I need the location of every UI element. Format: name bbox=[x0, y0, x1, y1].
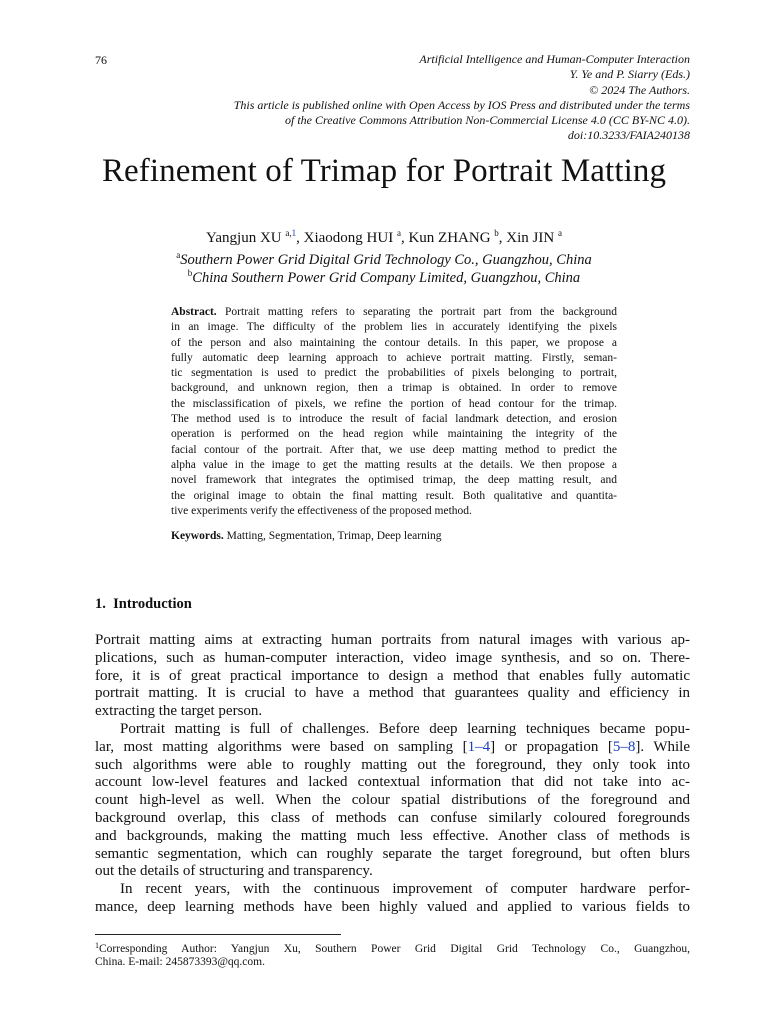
abstract-line: of the person and also maintaining the contour details. In this paper, we propose a bbox=[171, 336, 617, 349]
paper-title: Refinement of Trimap for Portrait Matting bbox=[101, 153, 667, 189]
affiliation-text: China Southern Power Grid Company Limited, Guangzhou, China bbox=[192, 270, 581, 286]
author-name: Xiaodong HUI bbox=[303, 230, 394, 246]
abstract-line: fully automatic deep learning approach to achieve portrait matting. Firstly, seman- bbox=[171, 351, 617, 364]
header-line: Y. Ye and P. Siarry (Eds.) bbox=[569, 67, 690, 82]
abstract-line: the misclassification of pixels, we refine the portion of head contour for the trimap. bbox=[171, 397, 617, 410]
author-name: Kun ZHANG bbox=[408, 230, 491, 246]
body-text bbox=[95, 632, 690, 917]
author-affil-mark: a bbox=[557, 228, 562, 238]
paragraph-line: lar, most matting algorithms were based on sampling [1–4] or propagation [5–8]. While bbox=[95, 738, 691, 755]
abstract-label: Abstract. bbox=[171, 306, 217, 318]
abstract-line: tic segmentation is used to predict the probabilities of pixels belonging to portrait, bbox=[171, 367, 617, 380]
citation-link[interactable]: 1–4 bbox=[467, 738, 491, 755]
paragraph-line: Portrait matting aims at extracting human portraits from natural images with various ap- bbox=[95, 632, 690, 648]
paragraph-line: account low-level features and lacked contextual information that did not take into ac- bbox=[95, 774, 690, 791]
section-heading bbox=[95, 596, 192, 613]
abstract-line: operation is performed on the head region while maintaining the integrity of the bbox=[171, 428, 617, 441]
affiliation bbox=[0, 264, 768, 287]
header-line: This article is published online with Open Access by IOS Press and distributed under the terms bbox=[233, 97, 690, 112]
footnote-mark: 1 bbox=[95, 941, 99, 950]
section-title: Introduction bbox=[113, 596, 192, 612]
footnote bbox=[95, 938, 690, 970]
header-line: © 2024 The Authors. bbox=[589, 82, 690, 97]
page-number: 76 bbox=[95, 53, 107, 67]
footnote-line: $^1$Corresponding Author: Yangjun Xu, Southern Power Grid Digital Grid Technology Co., Guangzhou, bbox=[95, 941, 690, 955]
abstract-line: in an image. The difficulty of the problem lies in accurately identifying the pixels bbox=[171, 321, 617, 334]
header-line: of the Creative Commons Attribution Non-Commercial License 4.0 (CC BY-NC 4.0). bbox=[285, 113, 690, 128]
keywords bbox=[171, 530, 442, 542]
keywords-text: Matting, Segmentation, Trimap, Deep learning bbox=[226, 530, 442, 542]
footnote-line: China. E-mail: 245873393@qq.com. bbox=[95, 956, 265, 968]
affiliation-mark: a bbox=[176, 250, 181, 260]
paragraph-line: plications, such as human-computer interaction, video image synthesis, and so on. There- bbox=[95, 649, 690, 666]
footnote-link[interactable]: 1 bbox=[291, 228, 297, 238]
paragraph-line: In recent years, with the continuous improvement of computer hardware perfor- bbox=[120, 881, 690, 898]
abstract-line: facial contour of the portrait. After that, we use deep matting method to predict the bbox=[171, 443, 617, 456]
footnote-divider bbox=[95, 934, 341, 935]
author-affil-mark: a, bbox=[285, 228, 292, 238]
paragraph-line: and backgrounds, making the matting much less effective. Another class of methods is bbox=[95, 827, 690, 844]
citation-link[interactable]: 5–8 bbox=[612, 738, 636, 755]
journal-header bbox=[90, 52, 690, 144]
paragraph-line: fore, it is of great practical importance to design a method that enables fully automatic bbox=[95, 667, 690, 684]
paragraph-line: extracting the target person. bbox=[95, 703, 263, 720]
author-name: Yangjun XU bbox=[206, 230, 282, 246]
abstract bbox=[171, 305, 617, 519]
paragraph-line: out the details of structuring and transparency. bbox=[95, 863, 373, 880]
header-line: doi:10.3233/FAIA240138 bbox=[567, 128, 690, 143]
header-line: Artificial Intelligence and Human-Computer Interaction bbox=[419, 52, 690, 66]
paragraph-line: count high-level as well. When the colour spatial distributions of the foreground and bbox=[95, 792, 690, 809]
abstract-line: Abstract. Portrait matting refers to separating the portrait part from the background bbox=[171, 306, 617, 318]
abstract-line: tive experiments verify the effectiveness of the proposed method. bbox=[171, 504, 472, 517]
section-number: 1. bbox=[95, 596, 106, 612]
paragraph-line: such algorithms were able to roughly matting out the foreground, they only took into bbox=[95, 756, 690, 773]
author-affil-mark: b bbox=[494, 228, 499, 238]
keywords-label: Keywords. bbox=[171, 530, 224, 542]
abstract-line: alpha value in the image to get the matting results at the details. We then propose a bbox=[171, 458, 617, 471]
author-name: Xin JIN bbox=[506, 230, 555, 246]
abstract-line: The method used is to introduce the result of facial landmark detection, and erosion bbox=[171, 413, 617, 426]
author-affil-mark: a bbox=[396, 228, 401, 238]
author-list: Yangjun XU $^{a,1}$, Xiaodong HUI $^a$, Kun ZHANG $^b$, Xin JIN $^a$ bbox=[206, 228, 562, 246]
affiliation-text: Southern Power Grid Digital Grid Technology Co., Guangzhou, China bbox=[180, 252, 592, 268]
paragraph-line: portrait matting. It is crucial to have a method that guarantees quality and efficiency in bbox=[95, 685, 690, 702]
abstract-line: the original image to obtain the final matting result. Both qualitative and quantita- bbox=[171, 489, 617, 502]
paragraph-line: background overlap, this class of methods can confuse similarly coloured foregrounds bbox=[95, 809, 690, 826]
abstract-line: background, and unknown region, then a trimap is obtained. In order to remove bbox=[171, 382, 617, 395]
paragraph-line: semantic segmentation, which can roughly separate the target foreground, but often blurs bbox=[95, 845, 690, 862]
affiliation-mark: b bbox=[187, 268, 193, 278]
abstract-line: novel framework that integrates the optimised trimap, the deep matting result, and bbox=[171, 474, 617, 487]
paragraph-line: Portrait matting is full of challenges. Before deep learning techniques became popu- bbox=[120, 720, 690, 737]
paragraph-line: mance, deep learning methods have been highly valued and applied to various fields to bbox=[95, 898, 690, 915]
